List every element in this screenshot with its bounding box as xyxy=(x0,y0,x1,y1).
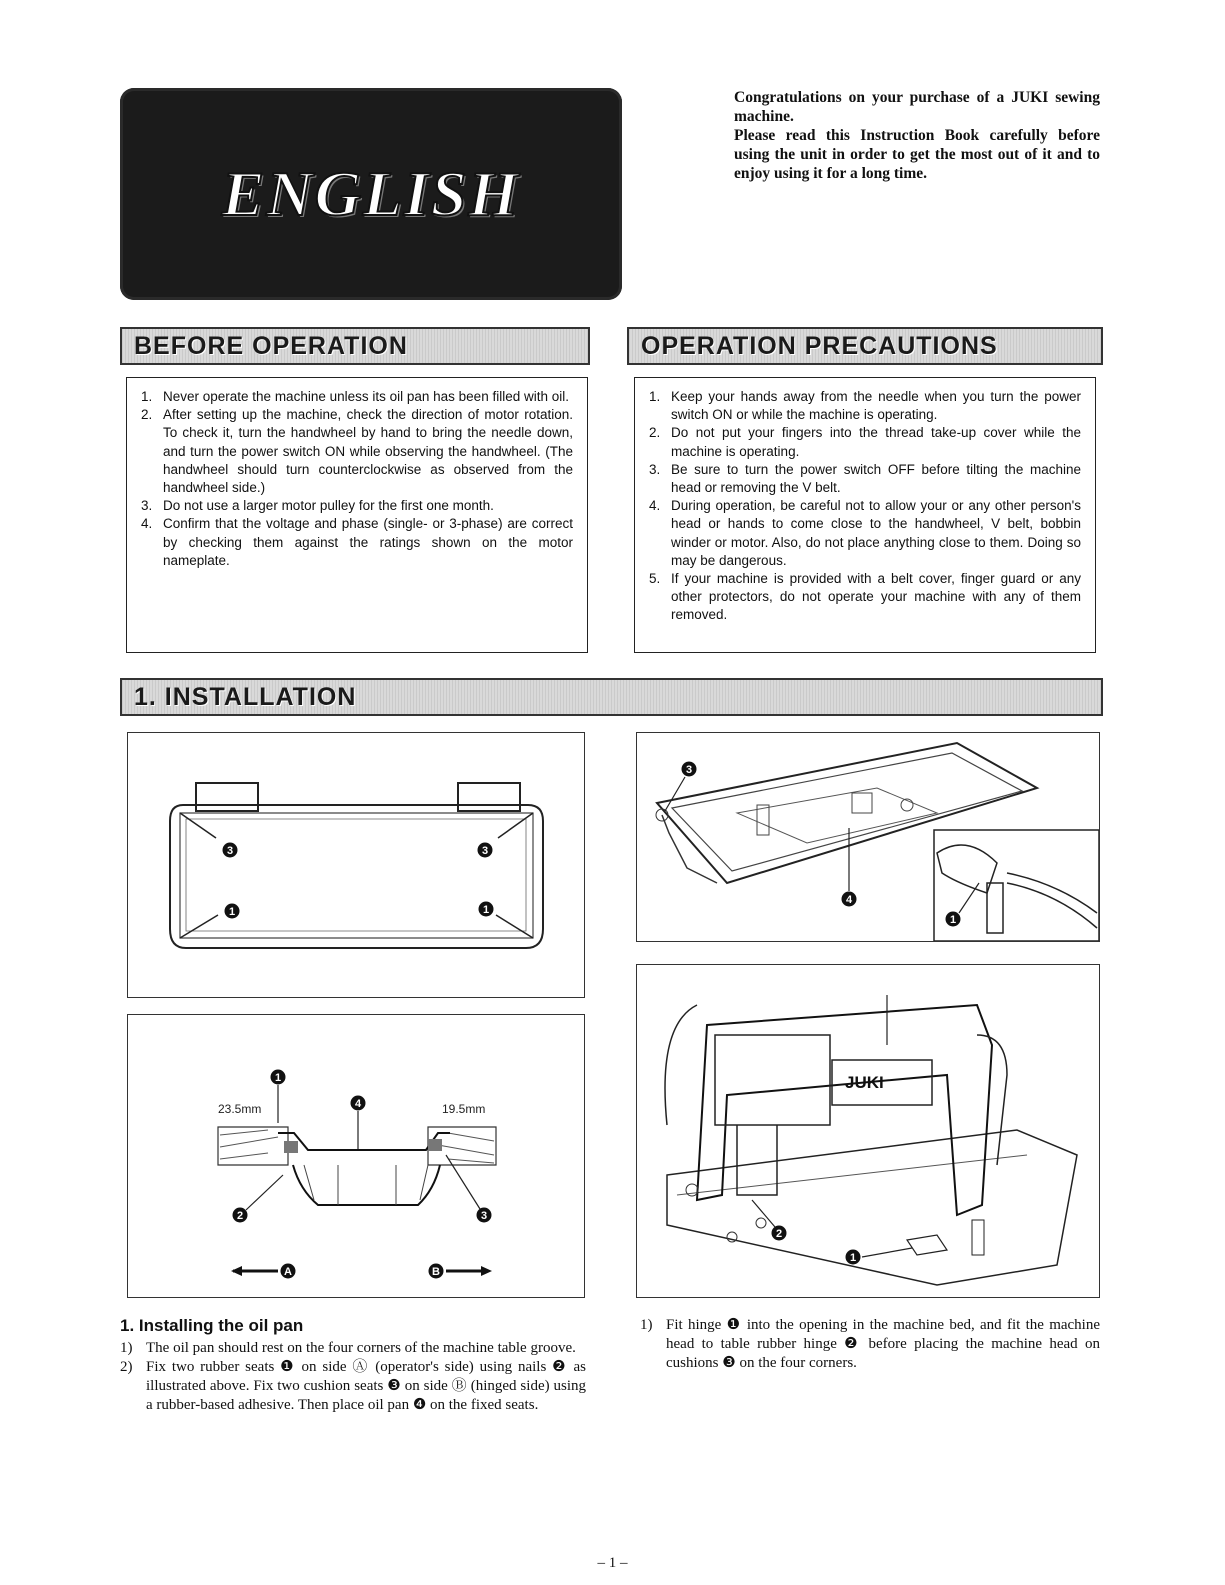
machine-head-caption xyxy=(640,1316,1100,1373)
svg-text:3: 3 xyxy=(481,845,489,857)
dimension-left: 23.5mm xyxy=(218,1102,262,1116)
list-item: 1. Keep your hands away from the needle when you turn the power switch ON or while the machine is operating. xyxy=(649,389,1081,423)
caption-heading: 1. Installing the oil pan xyxy=(120,1316,304,1335)
marker-1 xyxy=(946,912,961,927)
operation-precautions-title: OPERATION PRECAUTIONS xyxy=(641,331,998,360)
oil-pan-cross-section-figure xyxy=(127,1014,585,1298)
before-operation-header xyxy=(120,327,590,365)
marker-3 xyxy=(223,843,238,858)
list-item: 1) Fit hinge ❶ into the opening in the machine bed, and fit the machine head to table rubber hinge ❷ before placing the machine head on cushions ❸ on the four corners. xyxy=(640,1317,1100,1371)
banner-title: ENGLISH xyxy=(221,158,521,229)
marker-3 xyxy=(477,1208,492,1223)
oil-pan-top-view-figure xyxy=(127,732,585,998)
marker-3 xyxy=(478,843,493,858)
marker-2 xyxy=(772,1226,787,1241)
machine-head-figure xyxy=(636,964,1100,1298)
table-hinge-figure xyxy=(636,732,1100,942)
svg-text:1: 1 xyxy=(228,906,236,918)
installation-header xyxy=(120,678,1103,716)
list-item: 4. Confirm that the voltage and phase (single- or 3-phase) are correct by checking them against the ratings shown on the motor nameplate. xyxy=(141,516,573,568)
before-operation-title: BEFORE OPERATION xyxy=(134,331,408,360)
intro-line-1: Congratulations on your purchase of a JUKI sewing machine. xyxy=(734,89,1100,125)
marker-1 xyxy=(846,1250,861,1265)
svg-text:3: 3 xyxy=(685,764,693,776)
svg-text:2: 2 xyxy=(775,1228,783,1240)
operation-precautions-box xyxy=(634,377,1096,653)
page-number: – 1 – xyxy=(597,1555,628,1571)
intro-text xyxy=(734,88,1100,183)
marker-2 xyxy=(233,1208,248,1223)
dimension-right: 19.5mm xyxy=(442,1102,486,1116)
marker-1 xyxy=(271,1070,286,1085)
list-item: 2) Fix two rubber seats ❶ on side Ⓐ (operator's side) using nails ❷ as illustrated above. Fix two cushion seats ❸ on side Ⓑ (hinged side) using a rubber-based adhesive. Then place oil pan ❹ on the fixed seats. xyxy=(120,1359,586,1413)
installing-oil-pan-caption xyxy=(120,1316,586,1415)
before-operation-box xyxy=(126,377,588,653)
svg-text:1: 1 xyxy=(274,1072,282,1084)
svg-text:4: 4 xyxy=(354,1098,362,1110)
marker-a xyxy=(281,1264,296,1279)
list-item: 5. If your machine is provided with a belt cover, finger guard or any other protectors, do not operate your machine with any of them removed. xyxy=(649,571,1081,623)
list-item: 1) The oil pan should rest on the four corners of the machine table groove. xyxy=(120,1340,576,1356)
svg-text:3: 3 xyxy=(480,1210,488,1222)
svg-text:1: 1 xyxy=(482,904,490,916)
list-item: 2. After setting up the machine, check the direction of motor rotation. To check it, turn the handwheel by hand to bring the needle down, and turn the power switch ON while observing the handwheel. (The handwheel should turn counterclockwise as observed from the handwheel side.) xyxy=(141,407,573,496)
marker-1 xyxy=(225,904,240,919)
marker-1 xyxy=(479,902,494,917)
language-banner xyxy=(120,88,622,300)
list-item: 2. Do not put your fingers into the thread take-up cover while the machine is operating. xyxy=(649,425,1081,459)
svg-text:B: B xyxy=(432,1266,440,1278)
svg-text:1: 1 xyxy=(849,1252,857,1264)
list-item: 4. During operation, be careful not to allow your or any other person's head or hands to come close to the handwheel, V belt, bobbin winder or motor. Also, do not place anything close to them. Doing so may be dangerous. xyxy=(649,498,1081,568)
svg-text:3: 3 xyxy=(226,845,234,857)
svg-text:2: 2 xyxy=(236,1210,244,1222)
marker-b xyxy=(429,1264,444,1279)
intro-line-2: Please read this Instruction Book carefully before using the unit in order to get the most out of it and to enjoy using it for a long time. xyxy=(734,127,1100,182)
list-item: 3. Do not use a larger motor pulley for the first one month. xyxy=(141,498,494,514)
juki-logo: JUKI xyxy=(845,1073,884,1092)
marker-3 xyxy=(682,762,697,777)
svg-text:1: 1 xyxy=(949,914,957,926)
marker-4 xyxy=(842,892,857,907)
marker-4 xyxy=(351,1096,366,1111)
installation-title: 1. INSTALLATION xyxy=(134,682,357,711)
svg-text:4: 4 xyxy=(845,894,853,906)
list-item: 3. Be sure to turn the power switch OFF before tilting the machine head or removing the V belt. xyxy=(649,461,1081,496)
list-item: 1. Never operate the machine unless its oil pan has been filled with oil. xyxy=(141,389,569,404)
operation-precautions-header xyxy=(627,327,1103,365)
svg-text:A: A xyxy=(284,1266,292,1278)
